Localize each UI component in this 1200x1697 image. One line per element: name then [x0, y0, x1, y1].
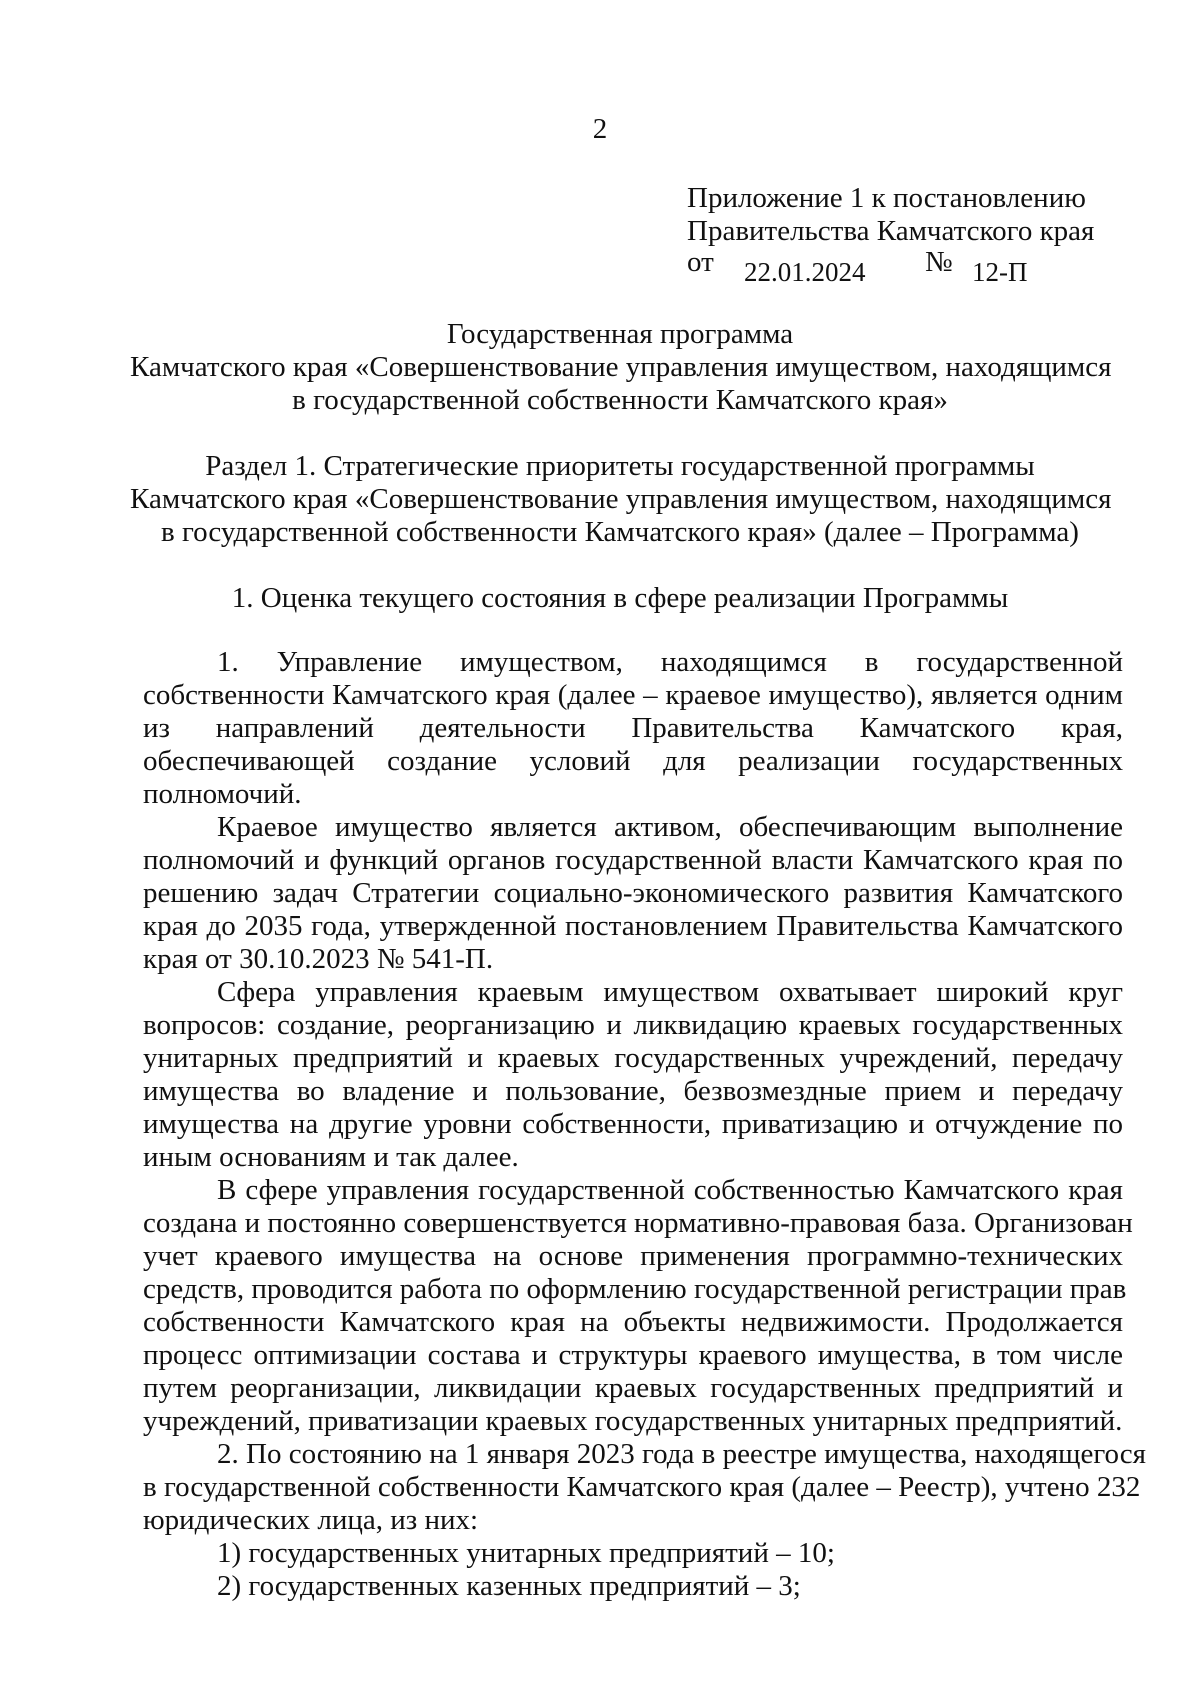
paragraph-line: вопросов: создание, реорганизацию и ликвидацию краевых государственных [143, 1009, 1123, 1041]
paragraph-4 [143, 1174, 1133, 1438]
paragraph-line: имущества во владение и пользование, безвозмездные прием и передачу [143, 1075, 1123, 1107]
paragraph-line: В сфере управления государственной собственностью Камчатского края [217, 1174, 1123, 1206]
program-title [130, 318, 1110, 417]
section-title-line-1: Раздел 1. Стратегические приоритеты государственной программы [205, 450, 1035, 482]
list-item: 1) государственных унитарных предприятий – 10; [217, 1537, 835, 1569]
page-number: 2 [592, 113, 608, 145]
paragraph-line: полномочий. [143, 778, 302, 810]
list-container [143, 1537, 1123, 1603]
paragraph-line: из направлений деятельности Правительства Камчатского края, [143, 712, 1123, 744]
appendix-number-sign: № [925, 246, 953, 278]
list-item: 2) государственных казенных предприятий – 3; [217, 1570, 801, 1602]
paragraph-line: учреждений, приватизации краевых государственных унитарных предприятий. [143, 1405, 1123, 1437]
section-title-line-3: в государственной собственности Камчатского края» (далее – Программа) [161, 516, 1079, 548]
section-title [130, 450, 1110, 549]
paragraph-line: процесс оптимизации состава и структуры краевого имущества, в том числе [143, 1339, 1123, 1371]
paragraph-3 [143, 976, 1123, 1174]
paragraph-line: собственности Камчатского края (далее – краевое имущество), является одним [143, 679, 1123, 711]
appendix-date: 22.01.2024 [744, 257, 866, 287]
paragraph-5 [143, 1438, 1146, 1537]
paragraph-line: учет краевого имущества на основе применения программно-технических [143, 1240, 1123, 1272]
paragraph-line: путем реорганизации, ликвидации краевых государственных предприятий и [143, 1372, 1123, 1404]
appendix-ot-label: от [687, 246, 714, 278]
paragraph-line: 1. Управление имуществом, находящимся в государственной [217, 646, 1123, 678]
appendix-date-line [687, 248, 1157, 288]
paragraph-line: собственности Камчатского края на объекты недвижимости. Продолжается [143, 1306, 1123, 1338]
appendix-number: 12-П [972, 257, 1028, 287]
program-title-line-2: Камчатского края «Совершенствование управления имуществом, находящимся [130, 351, 1112, 383]
paragraph-1 [143, 646, 1123, 811]
paragraphs-container [143, 646, 1146, 1537]
paragraph-line: создана и постоянно совершенствуется нормативно-правовая база. Организован [143, 1207, 1133, 1239]
paragraph-2 [143, 811, 1123, 976]
program-title-line-1: Государственная программа [446, 318, 794, 350]
document-body [143, 646, 1146, 1603]
paragraph-line: края до 2035 года, утвержденной постановлением Правительства Камчатского [143, 910, 1123, 942]
paragraph-line: иным основаниям и так далее. [143, 1141, 519, 1173]
paragraph-line: юридических лица, из них: [143, 1504, 479, 1536]
program-title-line-3: в государственной собственности Камчатского края» [292, 384, 948, 416]
paragraph-line: края от 30.10.2023 № 541-П. [143, 943, 494, 975]
appendix-header [687, 182, 1157, 288]
paragraph-line: полномочий и функций органов государственной власти Камчатского края по [143, 844, 1123, 876]
paragraph-line: имущества на другие уровни собственности, приватизацию и отчуждение по [143, 1108, 1123, 1140]
section-title-line-2: Камчатского края «Совершенствование управления имуществом, находящимся [130, 483, 1112, 515]
paragraph-line: решению задач Стратегии социально-экономического развития Камчатского [143, 877, 1123, 909]
paragraph-line: в государственной собственности Камчатского края (далее – Реестр), учтено 232 [143, 1471, 1141, 1503]
appendix-line-2: Правительства Камчатского края [687, 215, 1095, 247]
appendix-line-1: Приложение 1 к постановлению [687, 182, 1086, 214]
paragraph-line: обеспечивающей создание условий для реализации государственных [143, 745, 1123, 777]
subsection-title: 1. Оценка текущего состояния в сфере реализации Программы [231, 582, 1009, 614]
paragraph-line: унитарных предприятий и краевых государственных учреждений, передачу [143, 1042, 1123, 1074]
paragraph-line: 2. По состоянию на 1 января 2023 года в реестре имущества, находящегося [217, 1438, 1146, 1470]
paragraph-line: Сфера управления краевым имуществом охватывает широкий круг [217, 976, 1123, 1008]
paragraph-line: средств, проводится работа по оформлению государственной регистрации прав [143, 1273, 1127, 1305]
paragraph-line: Краевое имущество является активом, обеспечивающим выполнение [217, 811, 1123, 843]
